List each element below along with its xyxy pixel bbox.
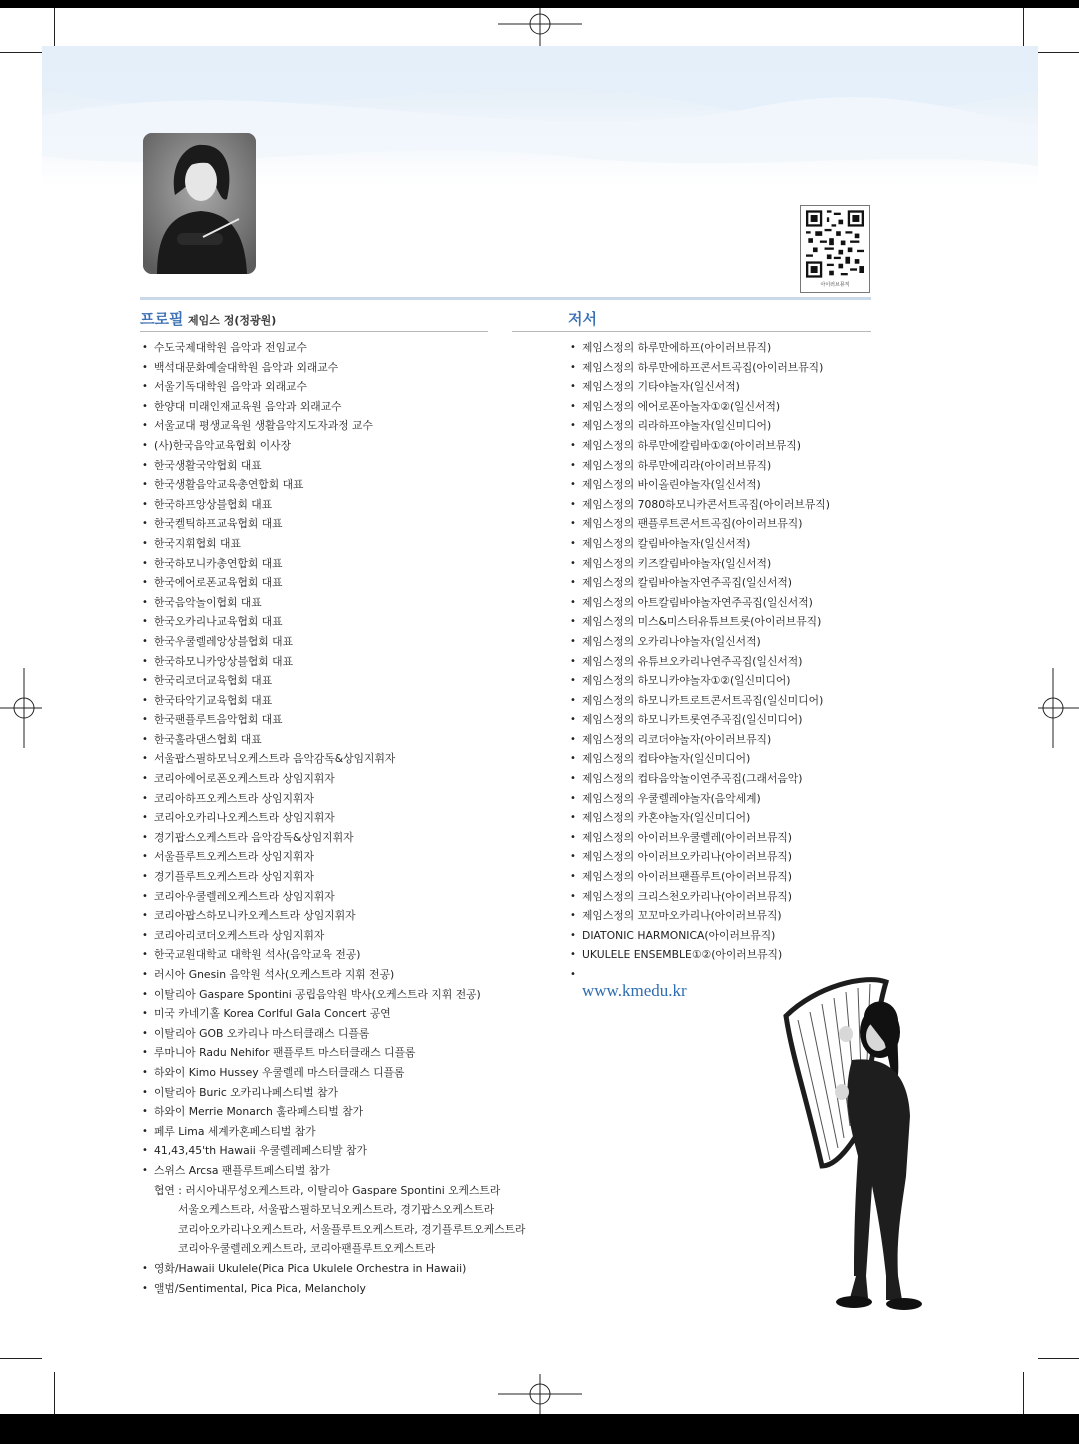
profile-list-item — [142, 358, 542, 378]
bullet-icon: • — [142, 439, 148, 451]
scanned-sheet — [0, 8, 1079, 1414]
profile-list-item — [142, 1279, 542, 1299]
books-list-item — [570, 828, 870, 848]
bullet-icon: • — [570, 773, 576, 785]
profile-list-item — [142, 436, 542, 456]
bullet-icon: • — [570, 635, 576, 647]
books-list-item — [570, 867, 870, 887]
profile-item-text: 한국켈틱하프교육협회 대표 — [154, 517, 283, 531]
bullet-icon: • — [570, 969, 576, 980]
profile-list-item — [142, 1063, 542, 1083]
profile-list-item — [142, 749, 542, 769]
profile-list-item — [142, 1043, 542, 1063]
crop-mark — [0, 52, 42, 53]
profile-item-text: 한국생활음악교육총연합회 대표 — [154, 478, 304, 492]
profile-list-item — [142, 1239, 542, 1259]
books-item-text: 제임스정의 7080하모니카콘서트곡집(아이러브뮤직) — [582, 497, 830, 511]
profile-item-text: 이탈리아 GOB 오카리나 마스터클래스 디플롬 — [154, 1026, 370, 1040]
profile-list-item — [142, 945, 542, 965]
profile-list-item — [142, 573, 542, 593]
bullet-icon: • — [570, 851, 576, 863]
bullet-icon: • — [570, 577, 576, 589]
bullet-icon: • — [570, 479, 576, 491]
profile-list-item — [142, 1083, 542, 1103]
books-rule — [512, 331, 871, 332]
profile-list-item — [142, 397, 542, 417]
bullet-icon: • — [570, 831, 576, 843]
profile-list-item — [142, 338, 542, 358]
profile-list-item — [142, 652, 542, 672]
books-item-text: 제임스정의 리라하프야놀자(일신미디어) — [582, 419, 772, 433]
bullet-icon: • — [142, 596, 148, 608]
books-list-item — [570, 377, 870, 397]
books-list-item — [570, 749, 870, 769]
profile-list-item — [142, 1024, 542, 1044]
bullet-icon: • — [142, 1282, 148, 1294]
profile-item-text: 한국에어로폰교육협회 대표 — [154, 576, 283, 590]
bullet-icon: • — [142, 714, 148, 726]
bullet-icon: • — [142, 1027, 148, 1039]
bullet-icon: • — [142, 792, 148, 804]
profile-list-item — [142, 867, 542, 887]
profile-item-text: 한국지휘협회 대표 — [154, 536, 241, 550]
profile-list-item — [142, 632, 542, 652]
profile-name: 제임스 정(정광원) — [188, 314, 277, 327]
profile-list-item — [142, 1161, 542, 1181]
profile-list-item — [142, 1200, 542, 1220]
profile-heading: 프로필 — [140, 311, 184, 328]
profile-item-text: 협연 : 러시아내무성오케스트라, 이탈리아 Gaspare Spontini 오케스트라 — [154, 1183, 501, 1197]
books-list-item — [570, 887, 870, 907]
profile-list-item — [142, 847, 542, 867]
bullet-icon: • — [142, 400, 148, 412]
bullet-icon: • — [570, 342, 576, 353]
profile-item-text: 코리아리코더오케스트라 상임지휘자 — [154, 928, 325, 942]
books-list-item — [570, 436, 870, 456]
bullet-icon: • — [142, 518, 148, 530]
profile-item-text: 서울오케스트라, 서울팝스필하모닉오케스트라, 경기팝스오케스트라 — [178, 1203, 495, 1217]
bullet-icon: • — [142, 577, 148, 589]
profile-list-item — [142, 554, 542, 574]
profile-list-item — [142, 1259, 542, 1279]
books-item-text: 제임스정의 바이올린야놀자(일신서적) — [582, 478, 761, 492]
bullet-icon: • — [142, 929, 148, 941]
bullet-icon: • — [570, 381, 576, 393]
profile-list-item — [142, 514, 542, 534]
profile-item-text: 한국생활국악협회 대표 — [154, 458, 262, 472]
profile-item-text: 한국리코더교육협회 대표 — [154, 674, 273, 688]
bullet-icon: • — [142, 1066, 148, 1078]
books-list-item — [570, 652, 870, 672]
bullet-icon: • — [570, 733, 576, 745]
profile-item-text: 앨범/Sentimental, Pica Pica, Melancholy — [154, 1281, 366, 1295]
books-list-item — [570, 475, 870, 495]
bullet-icon: • — [142, 616, 148, 628]
bullet-icon: • — [570, 694, 576, 706]
books-list-item — [570, 808, 870, 828]
profile-item-text: 한국하프앙상블협회 대표 — [154, 497, 273, 511]
registration-mark-top — [498, 8, 582, 48]
profile-item-text: 영화/Hawaii Ukulele(Pica Pica Ukulele Orchestra in Hawaii) — [154, 1261, 467, 1275]
profile-list-item — [142, 985, 542, 1005]
bullet-icon: • — [142, 557, 148, 569]
books-list-item — [570, 514, 870, 534]
books-list-item — [570, 416, 870, 436]
bullet-icon: • — [142, 694, 148, 706]
books-list-item — [570, 554, 870, 574]
registration-mark-bottom — [498, 1374, 582, 1414]
bullet-icon: • — [142, 1164, 148, 1176]
bullet-icon: • — [570, 518, 576, 530]
crop-mark — [1037, 1358, 1079, 1359]
profile-list-item — [142, 593, 542, 613]
header-divider — [140, 297, 871, 300]
books-list-item — [570, 710, 870, 730]
books-list-item — [570, 495, 870, 515]
books-item-text: 제임스정의 키즈칼림바야놀자(일신서적) — [582, 556, 772, 570]
bullet-icon: • — [142, 969, 148, 980]
bullet-icon: • — [142, 812, 148, 824]
profile-item-text: 한국하모니카총연합회 대표 — [154, 556, 283, 570]
books-list-item — [570, 632, 870, 652]
bullet-icon: • — [142, 1262, 148, 1274]
books-list-item — [570, 789, 870, 809]
books-item-text: 제임스정의 아트칼림바야놀자연주곡집(일신서적) — [582, 595, 813, 609]
bullet-icon: • — [142, 1125, 148, 1137]
books-item-text: 제임스정의 아이러브팬플루트(아이러브뮤직) — [582, 870, 793, 884]
bullet-icon: • — [142, 498, 148, 510]
books-item-text: 제임스정의 하모니카야놀자①②(일신미디어) — [582, 674, 791, 688]
bullet-icon: • — [142, 1086, 148, 1098]
books-item-text: 제임스정의 유튜브오카리나연주곡집(일신서적) — [582, 654, 803, 668]
books-list-item — [570, 593, 870, 613]
registration-mark-right — [1035, 668, 1079, 748]
books-item-text: 제임스정의 칼림바야놀자연주곡집(일신서적) — [582, 576, 793, 590]
profile-item-text: 하와이 Merrie Monarch 훌라페스티벌 참가 — [154, 1105, 364, 1119]
profile-item-text: 코리아우쿨렐레오케스트라, 코리아팬플루트오케스트라 — [178, 1242, 436, 1256]
profile-list-item — [142, 828, 542, 848]
books-list-item — [570, 926, 870, 946]
profile-item-text: 서울팝스필하모닉오케스트라 음악감독&상임지휘자 — [154, 752, 396, 766]
books-item-text: 제임스정의 오카리나야놀자(일신서적) — [582, 634, 761, 648]
profile-list-item — [142, 671, 542, 691]
profile-item-text: 경기플루트오케스트라 상임지휘자 — [154, 870, 314, 884]
books-list-item — [570, 730, 870, 750]
bullet-icon: • — [142, 537, 148, 549]
books-list-item — [570, 397, 870, 417]
bullet-icon: • — [570, 890, 576, 902]
books-list-item — [570, 945, 870, 965]
profile-list-item — [142, 730, 542, 750]
bullet-icon: • — [570, 361, 576, 373]
bullet-icon: • — [142, 1145, 148, 1157]
registration-mark-left — [0, 668, 44, 748]
books-item-text: 제임스정의 꼬꼬마오카리나(아이러브뮤직) — [582, 909, 782, 923]
profile-list-item — [142, 691, 542, 711]
bullet-icon: • — [142, 851, 148, 863]
books-item-text: 제임스정의 아이러브오카리나(아이러브뮤직) — [582, 850, 793, 864]
bullet-icon: • — [142, 1047, 148, 1059]
profile-item-text: 한국팬플루트음악협회 대표 — [154, 713, 283, 727]
books-item-text: 제임스정의 기타야놀자(일신서적) — [582, 380, 740, 394]
books-item-text: 제임스정의 하모니카트롯연주곡집(일신미디어) — [582, 713, 803, 727]
bullet-icon: • — [570, 459, 576, 471]
profile-list-item — [142, 1004, 542, 1024]
profile-list-item — [142, 926, 542, 946]
bullet-icon: • — [142, 635, 148, 647]
bullet-icon: • — [570, 812, 576, 824]
profile-list-item — [142, 475, 542, 495]
books-item-text: DIATONIC HARMONICA(아이러브뮤직) — [582, 928, 776, 942]
profile-item-text: 스위스 Arcsa 팬플루트페스티벌 참가 — [154, 1163, 330, 1177]
books-list-item — [570, 456, 870, 476]
bullet-icon: • — [570, 420, 576, 432]
website-link[interactable]: www.kmedu.kr — [582, 981, 687, 1000]
profile-item-text: 한국우쿨렐레앙상블협회 대표 — [154, 634, 294, 648]
books-item-text: 제임스정의 하루만에칼림바①②(아이러브뮤직) — [582, 438, 801, 452]
bullet-icon: • — [570, 871, 576, 883]
profile-list-item — [142, 710, 542, 730]
profile-list-item — [142, 808, 542, 828]
profile-item-text: 이탈리아 Buric 오카리나페스티벌 참가 — [154, 1085, 338, 1099]
bullet-icon: • — [570, 655, 576, 667]
profile-list-item — [142, 769, 542, 789]
profile-item-text: 한국교원대학교 대학원 석사(음악교육 전공) — [154, 948, 361, 962]
profile-item-text: 경기팝스오케스트라 음악감독&상임지휘자 — [154, 830, 354, 844]
books-item-text: 제임스정의 하루만에리라(아이러브뮤직) — [582, 458, 772, 472]
profile-rule — [140, 331, 488, 332]
books-item-text: 제임스정의 컵타야놀자(일신미디어) — [582, 752, 751, 766]
books-item-text: UKULELE ENSEMBLE①②(아이러브뮤직) — [582, 948, 783, 962]
profile-item-text: 코리아오카리나오케스트라 상임지휘자 — [154, 811, 335, 825]
crop-mark — [0, 1358, 42, 1359]
profile-item-text: 코리아팝스하모니카오케스트라 상임지휘자 — [154, 909, 356, 923]
qr-code-panel[interactable] — [800, 205, 870, 293]
bullet-icon: • — [570, 792, 576, 804]
crop-mark — [1037, 52, 1079, 53]
profile-item-text: 한국타악기교육협회 대표 — [154, 693, 273, 707]
profile-item-text: 한국훌라댄스협회 대표 — [154, 732, 262, 746]
profile-item-text: 코리아에어로폰오케스트라 상임지휘자 — [154, 772, 335, 786]
bullet-icon: • — [570, 498, 576, 510]
books-list-item — [570, 769, 870, 789]
profile-item-text: 수도국제대학원 음악과 전임교수 — [154, 341, 307, 354]
books-list — [570, 338, 870, 985]
books-item-text: 제임스정의 크리스천오카리나(아이러브뮤직) — [582, 889, 793, 903]
profile-item-text: 러시아 Gnesin 음악원 석사(오케스트라 지휘 전공) — [154, 968, 395, 981]
bullet-icon: • — [570, 929, 576, 941]
profile-item-text: 서울교대 평생교육원 생활음악지도자과정 교수 — [154, 419, 373, 433]
profile-list — [142, 338, 542, 1298]
profile-list-item — [142, 1220, 542, 1240]
books-list-item — [570, 338, 870, 358]
profile-item-text: 서울플루트오케스트라 상임지휘자 — [154, 850, 314, 864]
profile-item-text: 이탈리아 Gaspare Spontini 공립음악원 박사(오케스트라 지휘 전공) — [154, 987, 481, 1001]
bullet-icon: • — [142, 949, 148, 961]
books-list-item — [570, 358, 870, 378]
top-black-band — [0, 0, 1079, 8]
bullet-icon: • — [142, 1106, 148, 1118]
profile-item-text: 한국오카리나교육협회 대표 — [154, 615, 283, 629]
bullet-icon: • — [142, 871, 148, 883]
qr-caption: 아이러브뮤직 — [820, 282, 850, 288]
bullet-icon: • — [142, 655, 148, 667]
bullet-icon: • — [142, 890, 148, 902]
crop-mark — [1023, 1372, 1024, 1414]
bullet-icon: • — [570, 714, 576, 726]
bullet-icon: • — [570, 753, 576, 765]
profile-item-text: 한국하모니카앙상블협회 대표 — [154, 654, 294, 668]
profile-list-item — [142, 965, 542, 985]
bullet-icon: • — [570, 616, 576, 628]
profile-list-item — [142, 1141, 542, 1161]
profile-list-item — [142, 495, 542, 515]
books-item-text: 제임스정의 컵타음악놀이연주곡집(그래서음악) — [582, 772, 803, 786]
crop-mark — [54, 1372, 55, 1414]
profile-list-item — [142, 612, 542, 632]
books-item-text: 제임스정의 칼림바야놀자(일신서적) — [582, 536, 751, 550]
profile-list-item — [142, 456, 542, 476]
brochure-page — [42, 46, 1038, 1368]
bullet-icon: • — [142, 733, 148, 745]
books-list-item — [570, 612, 870, 632]
profile-item-text: 코리아하프오케스트라 상임지휘자 — [154, 791, 314, 805]
harpist-photo — [726, 976, 996, 1346]
books-list-item — [570, 573, 870, 593]
bullet-icon: • — [142, 479, 148, 491]
books-item-text: 제임스정의 아이러브우쿨렐레(아이러브뮤직) — [582, 830, 793, 844]
bullet-icon: • — [142, 342, 148, 353]
profile-list-item — [142, 1122, 542, 1142]
books-list-item — [570, 847, 870, 867]
bullet-icon: • — [570, 949, 576, 961]
profile-item-text: 코리아우쿨렐레오케스트라 상임지휘자 — [154, 889, 335, 903]
bullet-icon: • — [570, 537, 576, 549]
bullet-icon: • — [142, 910, 148, 922]
books-list-item — [570, 534, 870, 554]
bullet-icon: • — [142, 420, 148, 432]
profile-list-item — [142, 534, 542, 554]
profile-list-item — [142, 1181, 542, 1201]
profile-list-item — [142, 887, 542, 907]
books-heading: 저서 — [568, 311, 597, 328]
profile-list-item — [142, 789, 542, 809]
books-item-text: 제임스정의 팬플루트콘서트곡집(아이러브뮤직) — [582, 517, 803, 531]
profile-list-item — [142, 377, 542, 397]
bullet-icon: • — [570, 557, 576, 569]
bullet-icon: • — [142, 1008, 148, 1020]
books-item-text: 제임스정의 하루만에하프(아이러브뮤직) — [582, 341, 772, 354]
profile-item-text: 백석대문화예술대학원 음악과 외래교수 — [154, 360, 339, 374]
bullet-icon: • — [570, 596, 576, 608]
profile-item-text: 하와이 Kimo Hussey 우쿨렐레 마스터클래스 디플롬 — [154, 1065, 405, 1079]
bottom-black-band — [0, 1414, 1079, 1444]
books-list-item — [570, 691, 870, 711]
profile-list-item — [142, 906, 542, 926]
bullet-icon: • — [570, 910, 576, 922]
books-item-text: 제임스정의 미스&미스터유튜브트롯(아이러브뮤직) — [582, 615, 822, 629]
bullet-icon: • — [570, 439, 576, 451]
profile-item-text: 미국 카네기홀 Korea Corlful Gala Concert 공연 — [154, 1007, 391, 1021]
books-item-text: 제임스정의 하모니카트로트콘서트곡집(일신미디어) — [582, 693, 824, 707]
bullet-icon: • — [142, 753, 148, 765]
books-item-text: 제임스정의 하루만에하프콘서트곡집(아이러브뮤직) — [582, 360, 824, 374]
books-item-text: 제임스정의 리코더야놀자(아이러브뮤직) — [582, 732, 772, 746]
bullet-icon: • — [570, 675, 576, 687]
profile-list-item — [142, 1102, 542, 1122]
bullet-icon: • — [570, 400, 576, 412]
books-list-item — [570, 671, 870, 691]
bullet-icon: • — [142, 831, 148, 843]
bullet-icon: • — [142, 361, 148, 373]
portrait-photo — [143, 133, 256, 274]
profile-item-text: 41,43,45'th Hawaii 우쿨렐레페스티발 참가 — [154, 1144, 367, 1158]
bullet-icon: • — [142, 773, 148, 785]
qr-code-icon — [806, 210, 864, 278]
books-list-item — [570, 906, 870, 926]
profile-item-text: 서울기독대학원 음악과 외래교수 — [154, 380, 307, 394]
profile-item-text: 코리아오카리나오케스트라, 서울플루트오케스트라, 경기플루트오케스트라 — [178, 1222, 526, 1236]
profile-item-text: (사)한국음악교육협회 이사장 — [154, 438, 292, 452]
profile-item-text: 루마니아 Radu Nehifor 팬플루트 마스터클래스 디플롬 — [154, 1046, 416, 1060]
profile-item-text: 한국음악놀이협회 대표 — [154, 595, 262, 609]
bullet-icon: • — [142, 459, 148, 471]
bullet-icon: • — [142, 675, 148, 687]
bullet-icon: • — [142, 381, 148, 393]
books-item-text: 제임스정의 카혼야놀자(일신미디어) — [582, 811, 751, 825]
books-item-text: 제임스정의 에어로폰아놀자①②(일신서적) — [582, 399, 781, 413]
profile-item-text: 페루 Lima 세계카혼페스티벌 참가 — [154, 1124, 316, 1138]
bullet-icon: • — [142, 988, 148, 1000]
profile-item-text: 한양대 미래인재교육원 음악과 외래교수 — [154, 399, 342, 413]
profile-list-item — [142, 416, 542, 436]
books-item-text: 제임스정의 우쿨렐레야놀자(음악세계) — [582, 791, 761, 805]
